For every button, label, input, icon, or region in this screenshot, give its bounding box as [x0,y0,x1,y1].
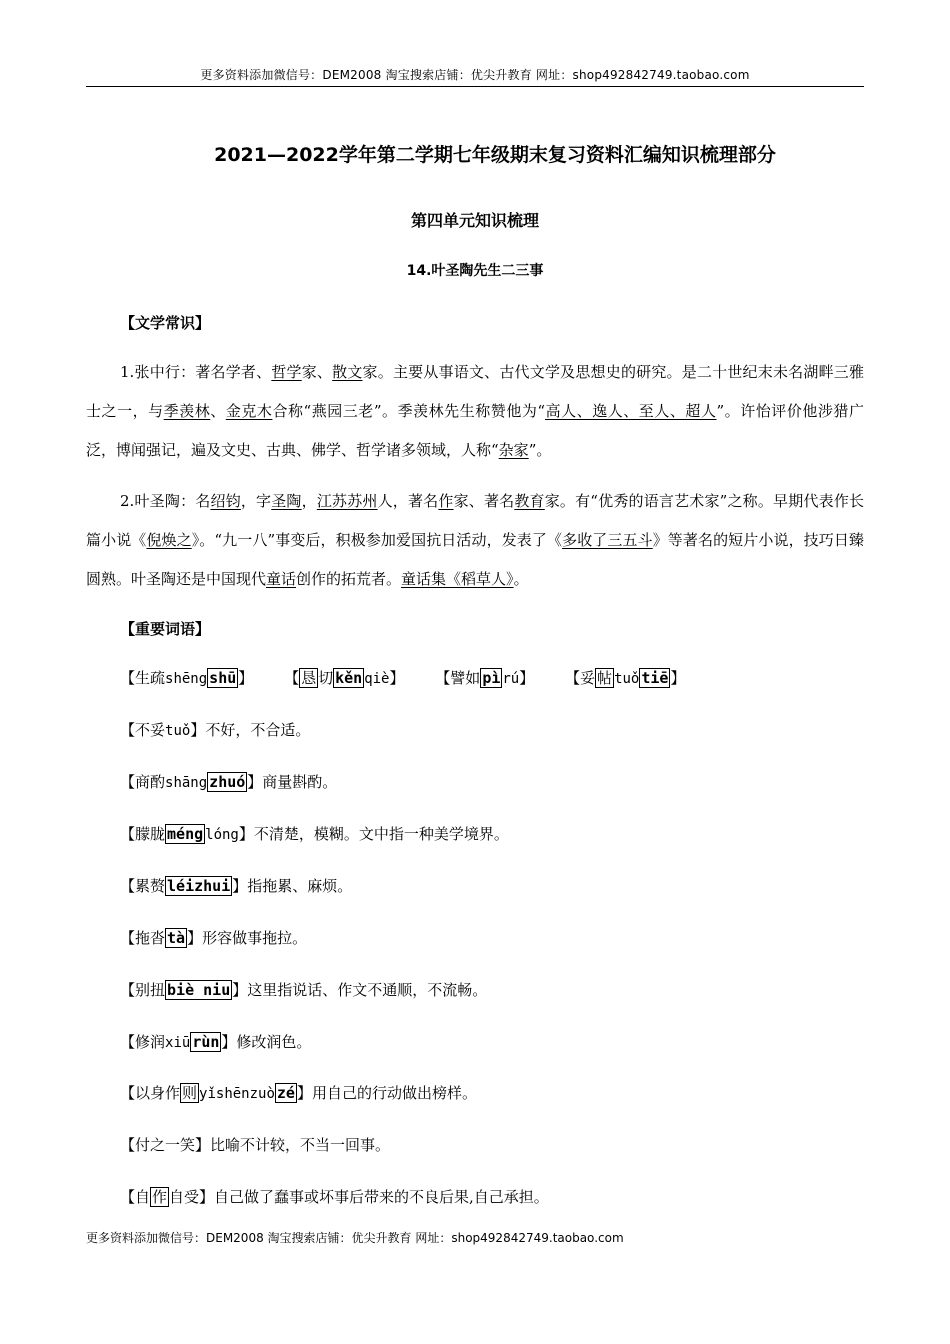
vocab-item: 【 恳 切 kěn qiè】 [284,669,405,687]
vocab-entry: 【拖沓 tà 】形容做事拖拉。 [120,929,308,947]
vocab-entry: 【付之一笑】比喻不计较，不当一回事。 [120,1136,391,1154]
vocab-entry: 【不妥tuǒ】不好，不合适。 [120,721,311,739]
vocab-entry: 【朦胧 méng lóng】不清楚，模糊。文中指一种美学境界。 [120,825,509,843]
paragraph-ye-shengtao: 2.叶圣陶：名绍钧，字圣陶，江苏苏州人，著名作家、著名教育家。有“优秀的语言艺术家”之称。早期代表作长篇小说《倪焕之》。“九一八”事变后，积极参加爱国抗日活动，发表了《多收了三五斗》等著名的短片小说，技巧日臻圆熟。叶圣陶还是中国现代童话创作的拓荒者。童话集《稻草人》。 [86,492,865,588]
vocab-entry: 【自 作 自受】自己做了蠢事或坏事后带来的不良后果,自己承担。 [120,1188,549,1206]
vocab-row-1 [120,667,711,688]
unit-title: 第四单元知识梳理 [410,211,539,230]
vocab-entry: 【别扭 biè niu 】这里指说话、作文不通顺，不流畅。 [120,981,488,999]
vocab-item: 【譬如 pì rú】 [435,669,535,687]
paragraph-zhang-zhongxing: 1.张中行：著名学者、哲学家、散文家。主要从事语文、古代文学及思想史的研究。是二十世纪末未名湖畔三雅士之一，与季羡林、金克木合称“燕园三老”。季羡林先生称赞他为“高人、逸人、至人、超人”。许怡评价他涉猎广泛，博闻强记，遍及文史、古典、佛学、哲学诸多领域，人称“杂家”。 [86,363,864,459]
section-heading-vocabulary: 【重要词语】 [120,620,211,638]
vocab-item: 【生疏shēng shū 】 [120,669,254,687]
vocab-entry: 【以身作 则 yǐshēnzuò zé 】用自己的行动做出榜样。 [120,1084,477,1102]
page-footer-note: 更多资料添加微信号：DEM2008 淘宝搜索店铺：优尖升教育 网址：shop492842749.taobao.com [86,1231,624,1245]
vocab-entry: 【累赘 léizhui 】指拖累、麻烦。 [120,877,353,895]
vocab-entry: 【修润xiū rùn 】修改润色。 [120,1033,312,1051]
header-divider [86,86,864,87]
vocab-entry: 【商酌shāng zhuó 】商量斟酌。 [120,773,338,791]
section-heading-literature: 【文学常识】 [120,314,211,332]
document-title: 2021—2022学年第二学期七年级期末复习资料汇编知识梳理部分 [214,144,776,166]
lesson-title: 14.叶圣陶先生二三事 [406,263,544,279]
vocab-item: 【妥 帖 tuǒ tiē 】 [565,669,686,687]
page-header-note: 更多资料添加微信号：DEM2008 淘宝搜索店铺：优尖升教育 网址：shop492842749.taobao.com [200,68,750,82]
